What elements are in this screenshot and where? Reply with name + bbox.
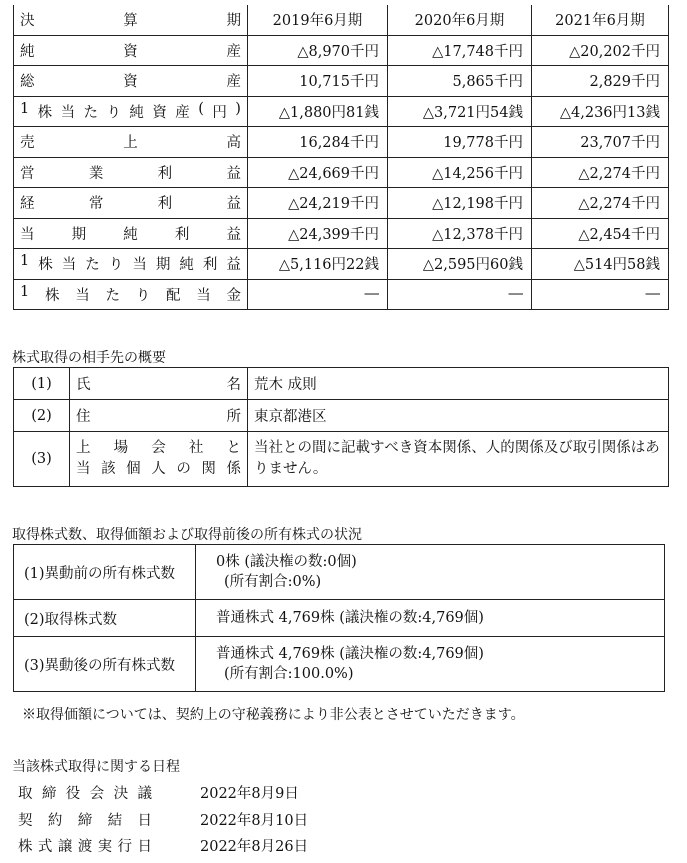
- table-row: [14, 96, 669, 127]
- row-label-text: 売 上 高: [20, 135, 241, 152]
- row-label: [14, 96, 248, 127]
- table-cell: △4,236円13銭: [532, 96, 669, 127]
- schedule-item: [18, 809, 309, 830]
- label-name: 氏 名: [76, 377, 241, 393]
- table-row: [14, 249, 669, 280]
- schedule-date: 2022年8月10日: [200, 813, 309, 829]
- table-row: [14, 432, 669, 487]
- table-cell: 19,778千円: [388, 127, 532, 158]
- value-line1: 普通株式 4,769株 (議決権の数:4,769個): [216, 646, 484, 662]
- counterparty-table: [13, 367, 669, 487]
- row-label: [14, 218, 248, 249]
- row-label: [14, 188, 248, 219]
- schedule-date: 2022年8月26日: [200, 839, 309, 855]
- row-label-text: 1 株 当 た り 当 期 純 利 益: [20, 253, 241, 274]
- table-cell: △20,202千円: [532, 35, 669, 66]
- table-cell: △1,880円81銭: [248, 96, 388, 127]
- column-header: 2021年6月期: [532, 5, 669, 35]
- schedule-label: 取 締 役 会 決 議: [18, 786, 152, 802]
- row-label: [70, 400, 248, 432]
- table-cell: ―: [248, 279, 388, 310]
- financials-body: [14, 5, 669, 310]
- table-cell: 2,829千円: [532, 66, 669, 97]
- table-cell: △2,595円60銭: [388, 249, 532, 280]
- row-label-text: 営 業 利 益: [20, 165, 241, 182]
- table-cell: △5,116円22銭: [248, 249, 388, 280]
- row-value: [196, 600, 665, 637]
- table-row: [14, 600, 665, 637]
- schedule-date: 2022年8月9日: [200, 786, 299, 802]
- row-label: [70, 368, 248, 400]
- shares-table: [13, 544, 665, 692]
- label-relation-line1: 上 場 会 社 と: [76, 440, 241, 456]
- table-cell: 5,865千円: [388, 66, 532, 97]
- table-cell: △24,219千円: [248, 188, 388, 219]
- row-label: [14, 35, 248, 66]
- row-value: [196, 637, 665, 692]
- table-row: [14, 545, 665, 600]
- table-row: [14, 188, 669, 219]
- value-line2: (所有割合:100.0%): [224, 666, 354, 682]
- financials-table: [13, 5, 669, 310]
- table-cell: ―: [532, 279, 669, 310]
- shares-title: 取得株式数、取得価額および取得前後の所有株式の状況: [12, 527, 362, 543]
- table-row: [14, 637, 665, 692]
- column-header: 2019年6月期: [248, 5, 388, 35]
- row-label-text: 当 期 純 利 益: [20, 226, 241, 243]
- schedule-item: [18, 835, 309, 856]
- table-cell: △8,970千円: [248, 35, 388, 66]
- table-cell: △2,274千円: [532, 188, 669, 219]
- table-cell: △3,721円54銭: [388, 96, 532, 127]
- counterparty-title: 株式取得の相手先の概要: [12, 350, 166, 366]
- row-label: [14, 249, 248, 280]
- row-value: 当社との間に記載すべき資本関係、人的関係及び取引関係はありません。: [248, 432, 669, 487]
- row-label-text: 1 株 当 た り 配 当 金: [20, 283, 241, 304]
- table-cell: △2,454千円: [532, 218, 669, 249]
- column-header: 2020年6月期: [388, 5, 532, 35]
- table-cell: ―: [388, 279, 532, 310]
- table-row: [14, 368, 669, 400]
- schedule-item: [18, 782, 299, 803]
- table-row: [14, 279, 669, 310]
- value-line1: 0株 (議決権の数:0個): [216, 554, 357, 570]
- row-label: [14, 157, 248, 188]
- table-cell: 16,284千円: [248, 127, 388, 158]
- value-line1: 普通株式 4,769株 (議決権の数:4,769個): [216, 610, 484, 626]
- row-label: [14, 66, 248, 97]
- row-label: (1)異動前の所有株式数: [14, 545, 196, 600]
- row-label: [70, 432, 248, 487]
- schedule-label: 株 式 譲 渡 実 行 日: [18, 839, 152, 855]
- row-label-text: 経 常 利 益: [20, 196, 241, 213]
- row-number: (1): [14, 368, 70, 400]
- header-row: [14, 5, 669, 35]
- table-cell: △12,198千円: [388, 188, 532, 219]
- row-label: [14, 127, 248, 158]
- table-row: [14, 218, 669, 249]
- row-label-text: 総 資 産: [20, 74, 241, 91]
- confidentiality-note: ※取得価額については、契約上の守秘義務により非公表とさせていただきます。: [22, 707, 525, 723]
- table-cell: △24,399千円: [248, 218, 388, 249]
- row-label: (2)取得株式数: [14, 600, 196, 637]
- schedule-label: 契 約 締 結 日: [18, 813, 152, 829]
- table-cell: 23,707千円: [532, 127, 669, 158]
- row-number: (2): [14, 400, 70, 432]
- table-cell: △12,378千円: [388, 218, 532, 249]
- value-line2: (所有割合:0%): [224, 574, 322, 590]
- row-value: 荒木 成則: [248, 368, 669, 400]
- table-row: [14, 400, 669, 432]
- table-cell: △17,748千円: [388, 35, 532, 66]
- row-label: [14, 279, 248, 310]
- schedule-title: 当該株式取得に関する日程: [12, 759, 180, 775]
- row-label-text: 決 算 期: [20, 13, 241, 30]
- table-cell: △2,274千円: [532, 157, 669, 188]
- row-label: (3)異動後の所有株式数: [14, 637, 196, 692]
- row-value: 東京都港区: [248, 400, 669, 432]
- table-row: [14, 157, 669, 188]
- row-label-text: 1 株 当 た り 純 資 産 ( 円 ): [20, 100, 241, 121]
- table-cell: △514円58銭: [532, 249, 669, 280]
- table-cell: 10,715千円: [248, 66, 388, 97]
- row-label: [14, 5, 248, 35]
- table-row: [14, 66, 669, 97]
- table-row: [14, 35, 669, 66]
- row-value: [196, 545, 665, 600]
- table-cell: △14,256千円: [388, 157, 532, 188]
- table-row: [14, 127, 669, 158]
- label-address: 住 所: [76, 409, 241, 425]
- table-cell: △24,669千円: [248, 157, 388, 188]
- row-number: (3): [14, 432, 70, 487]
- label-relation-line2: 当 該 個 人 の 関 係: [76, 461, 241, 477]
- row-label-text: 純 資 産: [20, 43, 241, 60]
